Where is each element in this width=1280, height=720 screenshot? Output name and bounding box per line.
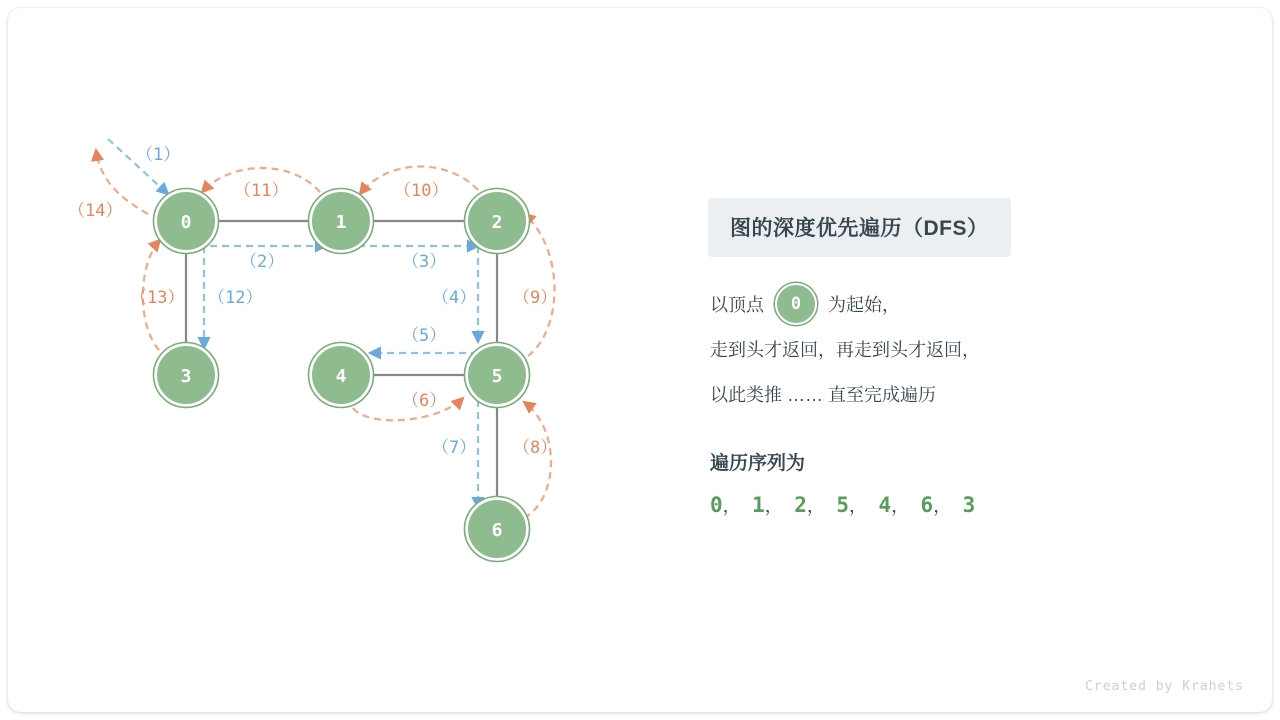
arrow-step-8 [524,402,551,518]
graph-node-1[interactable] [309,189,374,254]
description-line-3: 以此类推 …… 直至完成遍历 [710,385,937,405]
arrow-step-9 [524,214,555,356]
step-label: （3） [402,252,447,272]
graph-diagram [8,8,708,712]
step-label: （11） [234,181,289,201]
node-label: 1 [335,212,347,233]
graph-node-2[interactable] [465,189,530,254]
sequence-values [710,492,975,518]
sequence-separator: ， [722,496,741,516]
step-label: （13） [130,288,185,308]
node-label: 3 [180,366,192,387]
graph-svg [8,8,708,712]
slide-canvas [8,8,1272,712]
step-label: （14） [68,201,123,221]
step-label: （5） [402,326,447,346]
graph-nodes [154,189,530,562]
sequence-value: 6 [920,493,934,517]
graph-node-0[interactable] [154,189,219,254]
sequence-separator: ， [933,496,952,516]
panel-title-box [708,198,1011,257]
page-title: 图的深度优先遍历（DFS） [730,217,989,240]
sequence-title: 遍历序列为 [710,453,806,474]
step-label: （7） [432,438,477,458]
description-text-post: 为起始， [828,295,901,315]
credit-text: Created by Krahets [1085,679,1244,694]
sequence-value: 0 [710,493,723,517]
step-label: （2） [240,252,285,272]
description-block [710,283,1230,418]
step-label: （9） [513,288,558,308]
step-label: （1） [136,145,181,165]
node-label: 0 [180,212,192,233]
graph-node-5[interactable] [465,343,530,408]
sequence-value: 3 [962,493,976,517]
sequence-separator: ， [891,496,910,516]
graph-node-6[interactable] [465,497,530,562]
step-label: （12） [208,288,263,308]
sequence-separator: ， [806,496,825,516]
step-label: （6） [402,391,447,411]
step-label: （8） [513,438,558,458]
description-text-pre: 以顶点 [710,295,764,315]
step-label: （10） [394,181,449,201]
sequence-separator: ， [764,496,783,516]
sequence-value: 1 [752,493,765,517]
sequence-value: 2 [794,493,807,517]
description-line-2: 走到头才返回，再走到头才返回， [710,340,980,360]
sequence-value: 4 [878,493,892,517]
sequence-separator: ， [848,496,867,516]
graph-node-3[interactable] [154,343,219,408]
info-panel [708,8,1268,712]
sequence-value: 5 [836,493,849,517]
step-label: （4） [432,288,477,308]
graph-node-4[interactable] [309,343,374,408]
node-label: 4 [335,366,347,387]
start-node-chip: 0 [775,283,817,325]
node-label: 2 [491,212,503,233]
node-label: 5 [491,366,503,387]
description-line-1 [710,283,1230,328]
node-label: 6 [491,520,503,541]
